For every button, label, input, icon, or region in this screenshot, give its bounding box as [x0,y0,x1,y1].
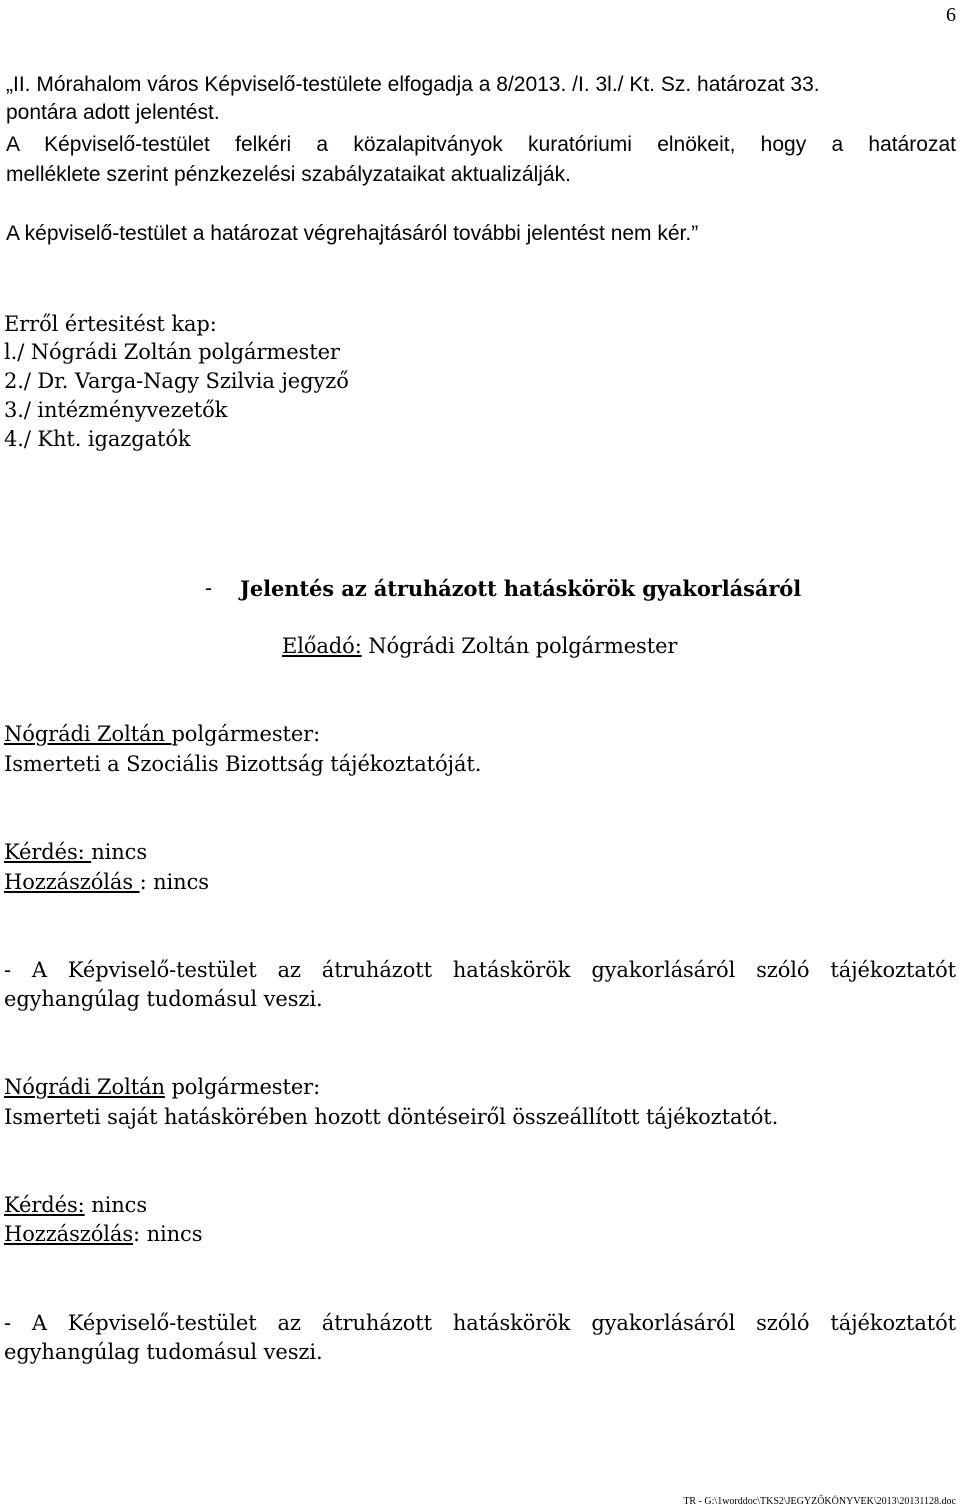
question-label-1: Kérdés: [4,840,92,864]
presenter-line [282,632,677,661]
question-line-1 [4,838,147,867]
question-label-2: Kérdés: [4,1193,85,1217]
resolution-line-3: A Képviselő-testület felkéri a közalapitványok kuratóriumi elnökeit, hogy a határozat [6,133,956,156]
decision-2-line-1: - A Képviselő-testület az átruházott hatáskörök gyakorlásáról szóló tájékoztatót [4,1311,956,1335]
speaker-line-1 [4,720,320,749]
notify-item-1: l./ Nógrádi Zoltán polgármester [4,340,340,364]
question-value-2: nincs [84,1193,148,1217]
notify-item-4: 4./ Kht. igazgatók [4,427,191,451]
speaker-role-2: polgármester: [164,1075,321,1099]
notify-item-3: 3./ intézményvezetők [4,398,228,422]
presenter-label: Előadó: [282,634,362,658]
decision-1-line-2: egyhangúlag tudomásul veszi. [4,987,323,1011]
resolution-line-2: pontára adott jelentést. [6,101,220,124]
decision-1-line-1: - A Képviselő-testület az átruházott hatáskörök gyakorlásáról szóló tájékoztatót [4,958,956,982]
agenda-dash: - [205,576,212,600]
speaker-line-2 [4,1073,320,1102]
decision-2-line-2: egyhangúlag tudomásul veszi. [4,1340,323,1364]
comment-label-2: Hozzászólás [4,1222,134,1246]
resolution-line-4: melléklete szerint pénzkezelési szabályzataikat aktualizálják. [6,163,571,186]
notify-heading: Erről értesitést kap: [4,312,217,336]
comment-value-2: : nincs [133,1222,203,1246]
agenda-title: Jelentés az átruházott hatáskörök gyakorlásáról [240,576,802,601]
resolution-line-5: A képviselő-testület a határozat végrehajtásáról további jelentést nem kér.” [6,222,699,245]
presenter-name: Nógrádi Zoltán polgármester [361,634,678,658]
speaker-text-2: Ismerteti saját hatáskörében hozott döntéseiről összeállított tájékoztatót. [4,1105,779,1129]
speaker-name-1: Nógrádi Zoltán [4,722,172,746]
speaker-text-1: Ismerteti a Szociális Bizottság tájékoztatóját. [4,752,482,776]
comment-value-1: : nincs [139,870,209,894]
comment-line-1 [4,868,209,897]
comment-line-2 [4,1220,202,1249]
speaker-role-1: polgármester: [171,722,321,746]
speaker-name-2: Nógrádi Zoltán [4,1075,165,1099]
question-line-2 [4,1191,147,1220]
resolution-line-1: „II. Mórahalom város Képviselő-testülete elfogadja a 8/2013. /I. 3l./ Kt. Sz. határozat 33. [6,73,820,96]
comment-label-1: Hozzászólás [4,870,140,894]
notify-item-2: 2./ Dr. Varga-Nagy Szilvia jegyző [4,369,349,393]
question-value-1: nincs [91,840,148,864]
page-number: 6 [946,4,956,26]
footer-path: TR - G:\1worddoc\TKS2\JEGYZŐKÖNYVEK\2013\20131128.doc [683,1496,956,1507]
